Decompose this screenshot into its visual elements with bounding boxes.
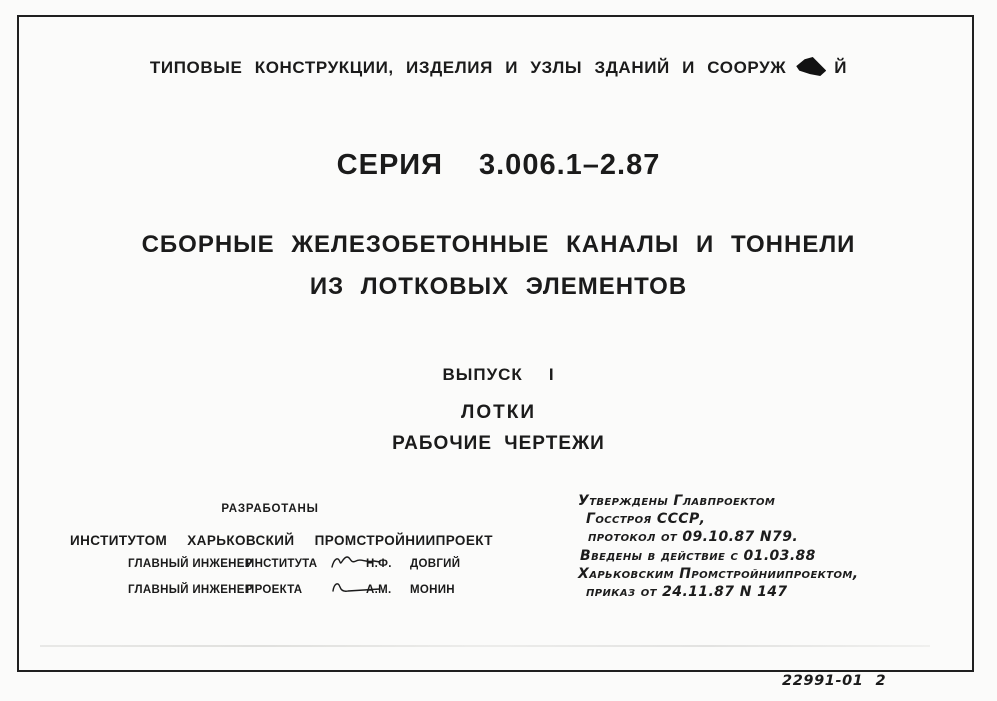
series-number: 3.006.1–2.87: [479, 149, 661, 181]
ink-blot: [796, 57, 826, 76]
chief-engineer-project-row: [128, 579, 470, 600]
engineer-role: ГЛАВНЫЙ ИНЖЕНЕР: [128, 557, 253, 570]
stamp-number: 22991-01: [782, 673, 864, 689]
series-line: [0, 149, 997, 182]
issue-label: ВЫПУСК: [442, 365, 523, 384]
series-label: СЕРИЯ: [336, 149, 443, 181]
engineer-of: ИНСТИТУТА: [246, 557, 318, 570]
institute-line: [70, 533, 493, 548]
header-text: ТИПОВЫЕ КОНСТРУКЦИИ, ИЗДЕЛИЯ И УЗЛЫ ЗДАНИЙ И СООРУЖ: [149, 58, 787, 77]
engineer-initials: А.М.: [366, 583, 392, 596]
developed-by-block: [70, 503, 493, 600]
issue-number: I: [548, 365, 555, 384]
title-line-1: СБОРНЫЕ ЖЕЛЕЗОБЕТОННЫЕ КАНАЛЫ И ТОННЕЛИ: [141, 231, 856, 258]
institute-name: ПРОМСТРОЙНИИПРОЕКТ: [314, 533, 493, 548]
approval-line: приказ от 24.11.87 N 147: [586, 584, 788, 601]
approval-line: Госстроя СССР,: [586, 511, 706, 528]
engineer-name: МОНИН: [410, 583, 455, 596]
approval-line: Харьковским Промстройниипроектом,: [578, 565, 859, 582]
issue-line: [0, 365, 997, 385]
approval-line: Введены в действие с 01.03.88: [580, 547, 816, 564]
subtitle-lotki: ЛОТКИ: [461, 402, 536, 423]
developed-heading: РАЗРАБОТАНЫ: [221, 503, 319, 515]
engineer-initials: Н.Ф.: [366, 557, 392, 570]
chief-engineer-institute-row: [128, 553, 470, 574]
subtitle-working-drawings: РАБОЧИЕ ЧЕРТЕЖИ: [392, 433, 605, 454]
header-text-end: Й: [834, 58, 848, 77]
institute-city: ХАРЬКОВСКИЙ: [187, 533, 295, 548]
signature-dovgiy-icon: [330, 553, 382, 574]
signature-monin-icon: [330, 579, 382, 600]
document-stamp-number: [782, 673, 886, 689]
engineer-name: ДОВГИЙ: [410, 557, 461, 570]
engineer-role: ГЛАВНЫЙ ИНЖЕНЕР: [128, 583, 253, 596]
institute-prefix: ИНСТИТУТОМ: [70, 533, 168, 548]
engineer-of: ПРОЕКТА: [246, 583, 303, 596]
approval-line: Утверждены Главпроектом: [578, 493, 776, 509]
sheet-number: 2: [875, 673, 887, 689]
scan-artifact-smudge: [40, 645, 930, 647]
approval-line: протокол от 09.10.87 N79.: [588, 529, 799, 546]
title-line-2: ИЗ ЛОТКОВЫХ ЭЛЕМЕНТОВ: [309, 273, 688, 300]
approval-note-block: [578, 492, 858, 601]
header-line: [0, 54, 997, 78]
